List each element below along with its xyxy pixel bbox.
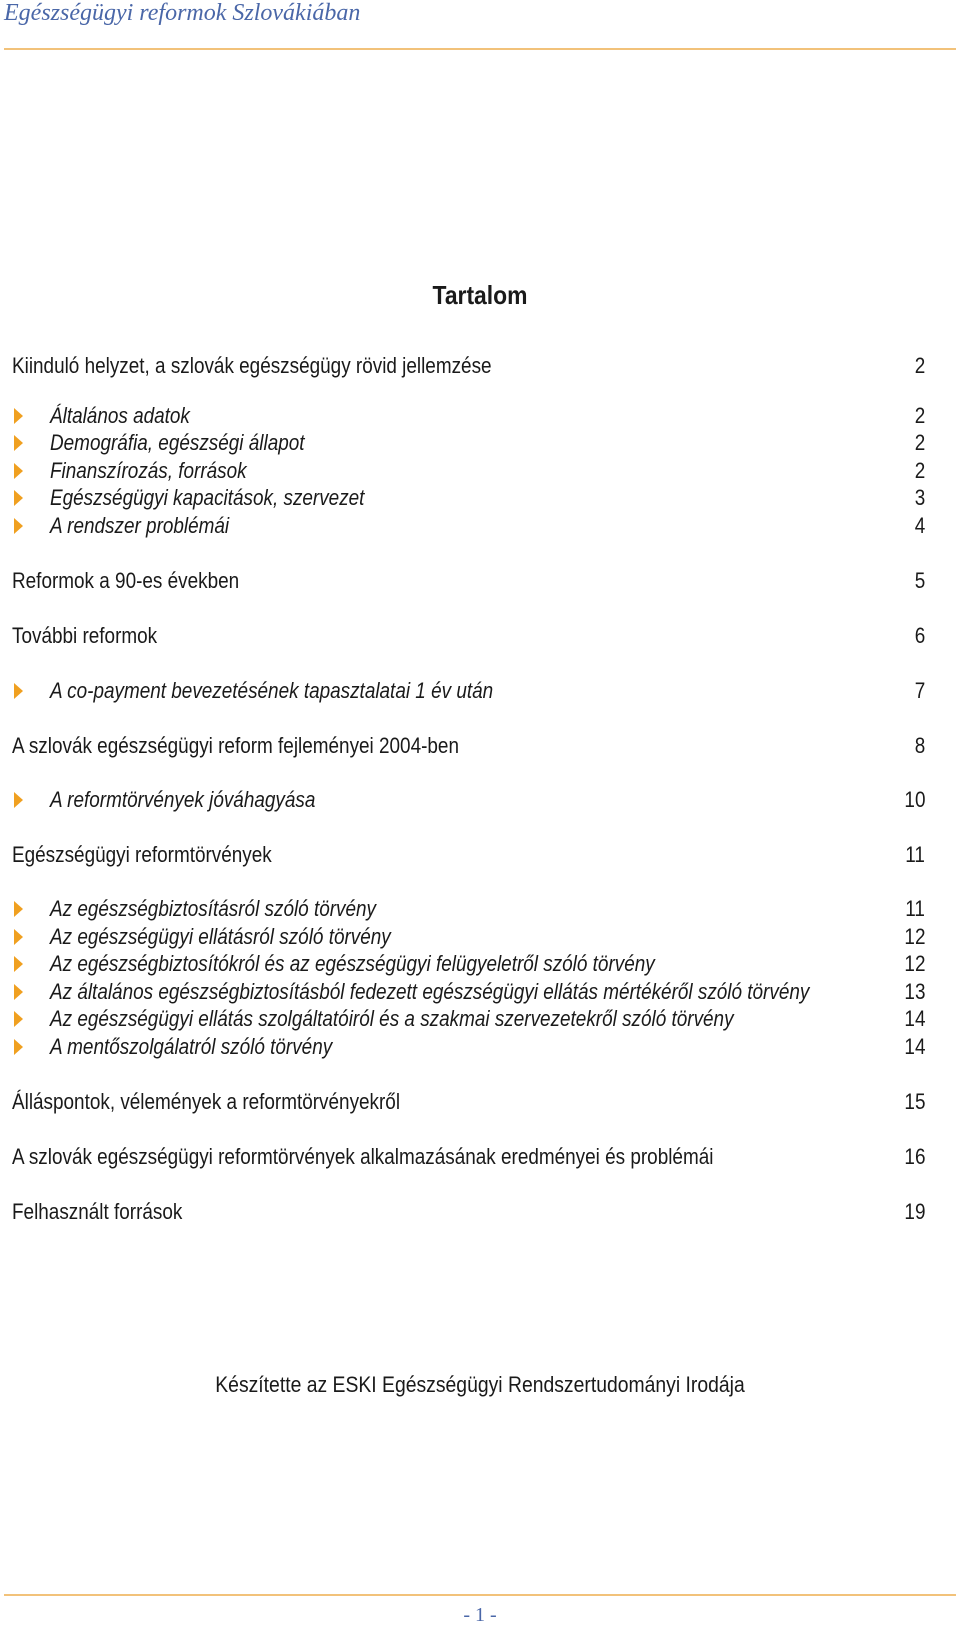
toc-entry[interactable] bbox=[12, 622, 925, 650]
toc-entry-label: Reformok a 90-es években bbox=[12, 568, 240, 593]
triangle-bullet-icon bbox=[14, 490, 23, 506]
triangle-bullet-icon bbox=[14, 984, 23, 1000]
toc-subentry[interactable] bbox=[12, 786, 925, 814]
triangle-bullet-icon bbox=[14, 435, 23, 451]
toc-entry-label: További reformok bbox=[12, 623, 158, 648]
triangle-bullet-icon bbox=[14, 463, 23, 479]
toc-entry-page-number: 4 bbox=[914, 513, 925, 538]
toc-entry-page-number: 10 bbox=[903, 787, 925, 812]
toc-entry-page-number: 3 bbox=[914, 485, 925, 510]
toc-entry-label: A co-payment bevezetésének tapasztalatai 1 év után bbox=[50, 678, 494, 703]
toc-entry-label: Álláspontok, vélemények a reformtörvényekről bbox=[12, 1089, 401, 1114]
toc-entry-label: Az egészségbiztosítókról és az egészségügyi felügyeletről szóló törvény bbox=[50, 951, 655, 976]
toc-entry[interactable] bbox=[12, 352, 925, 380]
triangle-bullet-icon bbox=[14, 956, 23, 972]
toc-heading: Tartalom bbox=[432, 280, 528, 310]
toc-entry-label: A szlovák egészségügyi reformtörvények alkalmazásának eredményei és problémái bbox=[12, 1144, 714, 1169]
toc-entry-label: Egészségügyi kapacitások, szervezet bbox=[50, 485, 365, 510]
toc-subentry[interactable] bbox=[12, 512, 925, 540]
toc-entry-label: Az egészségügyi ellátásról szóló törvény bbox=[50, 924, 391, 949]
toc-entry-page-number: 2 bbox=[914, 430, 925, 455]
footer-divider bbox=[4, 1594, 956, 1596]
toc-entry-label: Az egészségügyi ellátás szolgáltatóiról és a szakmai szervezetekről szóló törvény bbox=[50, 1006, 734, 1031]
toc-entry-page-number: 13 bbox=[903, 979, 925, 1004]
toc-entry[interactable] bbox=[12, 1143, 925, 1171]
toc-entry-label: A reformtörvények jóváhagyása bbox=[50, 787, 316, 812]
toc-entry-label: Az egészségbiztosításról szóló törvény bbox=[50, 896, 377, 921]
toc-entry-label: A rendszer problémái bbox=[50, 513, 230, 538]
toc-entry-page-number: 19 bbox=[903, 1199, 925, 1224]
toc-entry-label: Egészségügyi reformtörvények bbox=[12, 842, 272, 867]
toc-entry-page-number: 14 bbox=[903, 1006, 925, 1031]
toc-entry-page-number: 11 bbox=[905, 842, 925, 867]
toc-entry-label: Kiinduló helyzet, a szlovák egészségügy rövid jellemzése bbox=[12, 353, 492, 378]
toc-entry-page-number: 8 bbox=[914, 733, 925, 758]
toc-subentry[interactable] bbox=[12, 429, 925, 457]
toc-entry-label: Az általános egészségbiztosításból fedezett egészségügyi ellátás mértékéről szóló törvény bbox=[50, 979, 810, 1004]
toc-subentry[interactable] bbox=[12, 923, 925, 951]
toc-entry-page-number: 2 bbox=[914, 458, 925, 483]
toc-subentry[interactable] bbox=[12, 457, 925, 485]
toc-entry[interactable] bbox=[12, 841, 925, 869]
toc-entry-label: Demográfia, egészségi állapot bbox=[50, 430, 305, 455]
toc-entry-page-number: 2 bbox=[914, 403, 925, 428]
triangle-bullet-icon bbox=[14, 518, 23, 534]
toc-entry-page-number: 7 bbox=[914, 678, 925, 703]
toc-entry-page-number: 15 bbox=[903, 1089, 925, 1114]
toc-subentry[interactable] bbox=[12, 1005, 925, 1033]
triangle-bullet-icon bbox=[14, 929, 23, 945]
toc-entry-page-number: 2 bbox=[914, 353, 925, 378]
toc-entry[interactable] bbox=[12, 567, 925, 595]
toc-subentry[interactable] bbox=[12, 895, 925, 923]
toc-entry-label: Általános adatok bbox=[50, 403, 190, 428]
triangle-bullet-icon bbox=[14, 1039, 23, 1055]
triangle-bullet-icon bbox=[14, 901, 23, 917]
author-credit: Készítette az ESKI Egészségügyi Rendszertudományi Irodája bbox=[215, 1372, 745, 1397]
page-number: - 1 - bbox=[463, 1604, 497, 1626]
toc-entry[interactable] bbox=[12, 732, 925, 760]
running-header-title: Egészségügyi reformok Szlovákiában bbox=[4, 0, 361, 26]
toc-subentry[interactable] bbox=[12, 402, 925, 430]
toc-entry-page-number: 11 bbox=[905, 896, 925, 921]
toc-subentry[interactable] bbox=[12, 484, 925, 512]
toc-entry-page-number: 16 bbox=[903, 1144, 925, 1169]
toc-entry-label: A mentőszolgálatról szóló törvény bbox=[50, 1034, 333, 1059]
triangle-bullet-icon bbox=[14, 408, 23, 424]
toc-subentry[interactable] bbox=[12, 1033, 925, 1061]
toc-entry-page-number: 5 bbox=[914, 568, 925, 593]
toc-entry[interactable] bbox=[12, 1198, 925, 1226]
triangle-bullet-icon bbox=[14, 683, 23, 699]
toc-entry-label: Felhasznált források bbox=[12, 1199, 183, 1224]
toc-subentry[interactable] bbox=[12, 677, 925, 705]
toc-subentry[interactable] bbox=[12, 950, 925, 978]
triangle-bullet-icon bbox=[14, 792, 23, 808]
toc-entry-label: A szlovák egészségügyi reform fejleményei 2004-ben bbox=[12, 733, 459, 758]
toc-entry-label: Finanszírozás, források bbox=[50, 458, 247, 483]
toc-subentry[interactable] bbox=[12, 978, 925, 1006]
toc-entry-page-number: 12 bbox=[903, 951, 925, 976]
toc-entry-page-number: 6 bbox=[914, 623, 925, 648]
triangle-bullet-icon bbox=[14, 1011, 23, 1027]
toc-entry-page-number: 12 bbox=[903, 924, 925, 949]
toc-entry[interactable] bbox=[12, 1088, 925, 1116]
toc-entry-page-number: 14 bbox=[903, 1034, 925, 1059]
